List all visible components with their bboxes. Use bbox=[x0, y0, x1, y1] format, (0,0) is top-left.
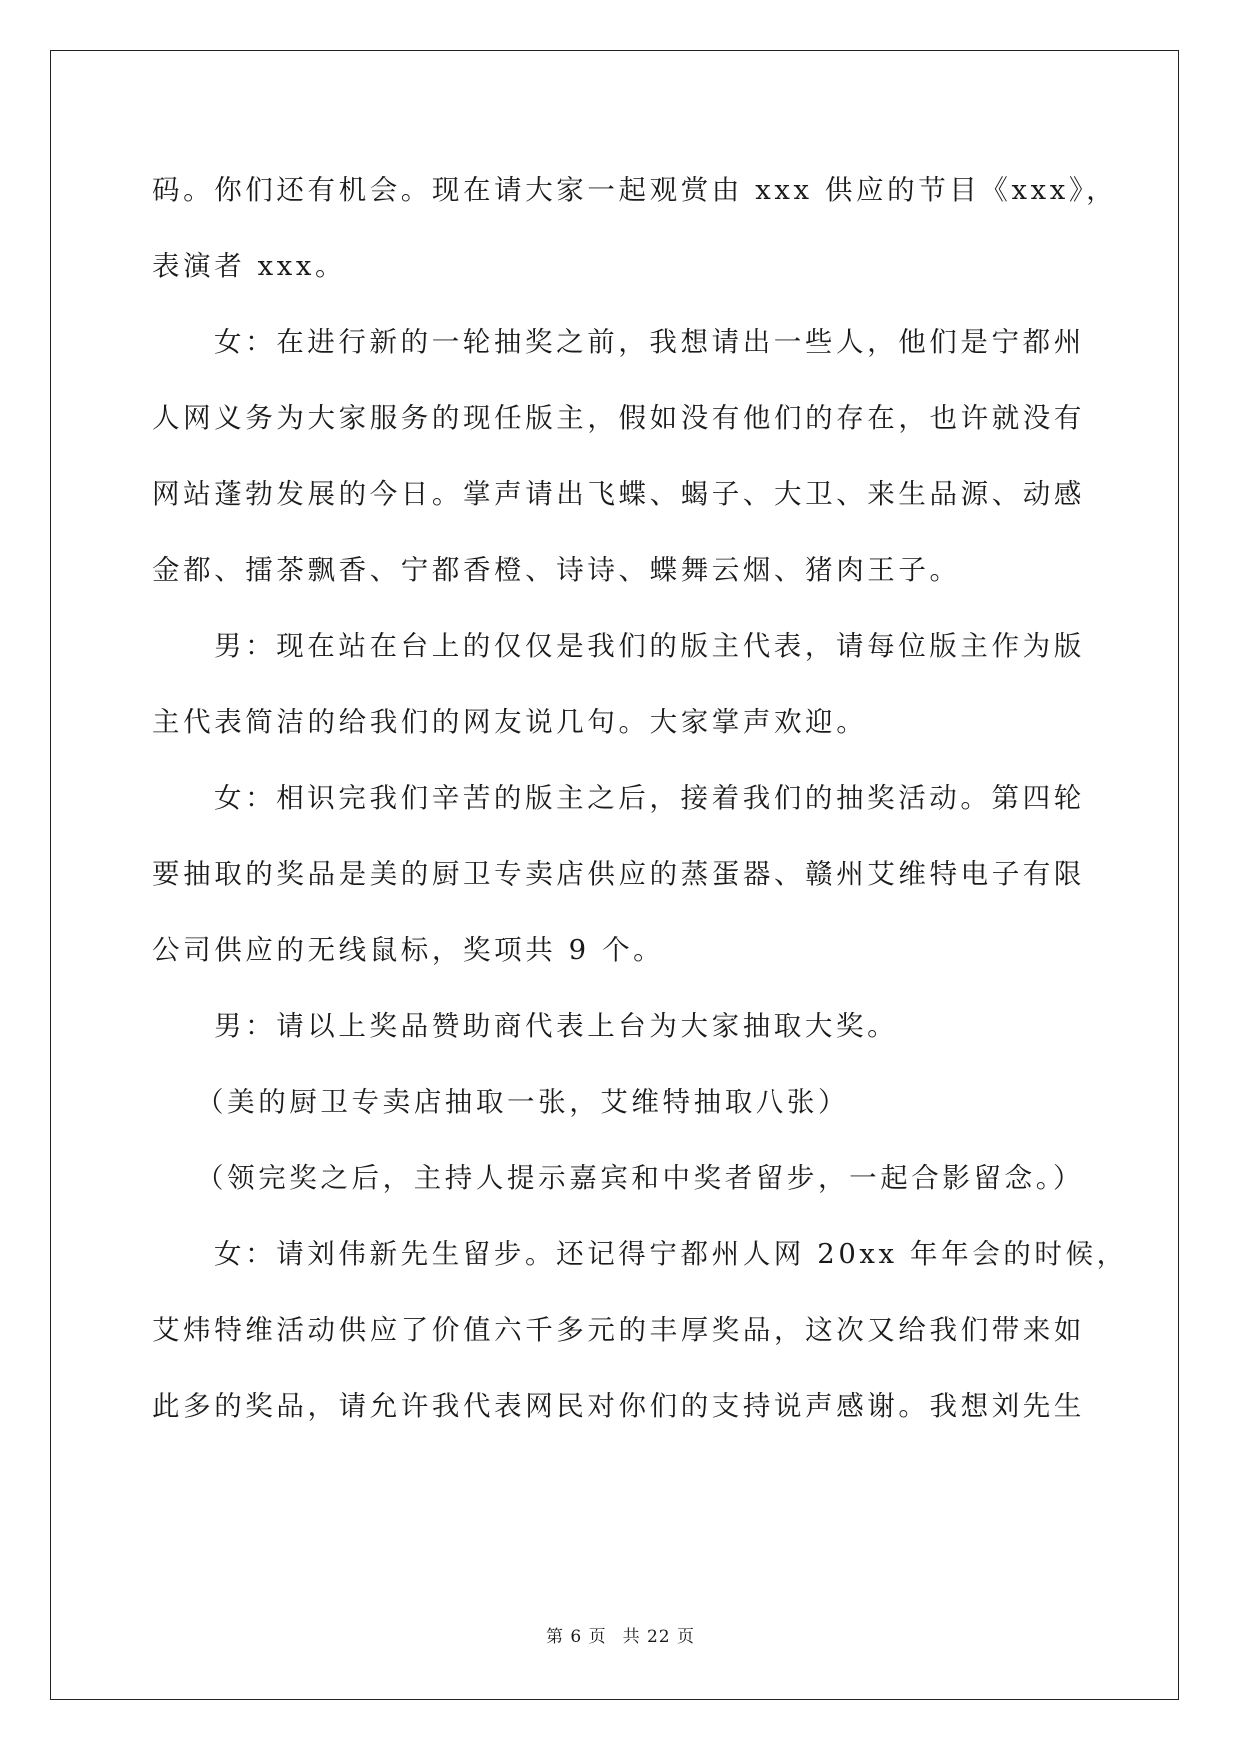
text-line: 女：相识完我们辛苦的版主之后，接着我们的抽奖活动。第四轮 bbox=[214, 782, 1085, 814]
text-line: （领完奖之后，主持人提示嘉宾和中奖者留步，一起合影留念。） bbox=[196, 1162, 1085, 1194]
text-line: 艾炜特维活动供应了价值六千多元的丰厚奖品，这次又给我们带来如 bbox=[152, 1314, 1085, 1346]
text-line: 男：请以上奖品赞助商代表上台为大家抽取大奖。 bbox=[214, 1010, 899, 1042]
text-line: 女：请刘伟新先生留步。还记得宁都州人网 20xx 年年会的时候， bbox=[214, 1238, 1128, 1270]
text-line: 男：现在站在台上的仅仅是我们的版主代表，请每位版主作为版 bbox=[214, 630, 1085, 662]
text-line: 女：在进行新的一轮抽奖之前，我想请出一些人，他们是宁都州 bbox=[214, 326, 1085, 358]
text-line: 公司供应的无线鼠标，奖项共 9 个。 bbox=[152, 934, 665, 966]
text-line: （美的厨卫专卖店抽取一张，艾维特抽取八张） bbox=[196, 1086, 850, 1118]
text-line: 主代表简洁的给我们的网友说几句。大家掌声欢迎。 bbox=[152, 706, 868, 738]
text-line: 此多的奖品，请允许我代表网民对你们的支持说声感谢。我想刘先生 bbox=[152, 1390, 1085, 1422]
page-footer bbox=[0, 1625, 1241, 1649]
text-line: 码。你们还有机会。现在请大家一起观赏由 xxx 供应的节目《xxx》， bbox=[152, 174, 1118, 206]
text-line: 表演者 xxx。 bbox=[152, 250, 347, 282]
text-line: 人网义务为大家服务的现任版主，假如没有他们的存在，也许就没有 bbox=[152, 402, 1085, 434]
page-total: 共 22 页 bbox=[622, 1627, 696, 1647]
text-line: 金都、擂茶飘香、宁都香橙、诗诗、蝶舞云烟、猪肉王子。 bbox=[152, 554, 961, 586]
text-line: 要抽取的奖品是美的厨卫专卖店供应的蒸蛋器、赣州艾维特电子有限 bbox=[152, 858, 1085, 890]
page-number: 第 6 页 bbox=[545, 1627, 607, 1647]
text-line: 网站蓬勃发展的今日。掌声请出飞蝶、蝎子、大卫、来生品源、动感 bbox=[152, 478, 1085, 510]
